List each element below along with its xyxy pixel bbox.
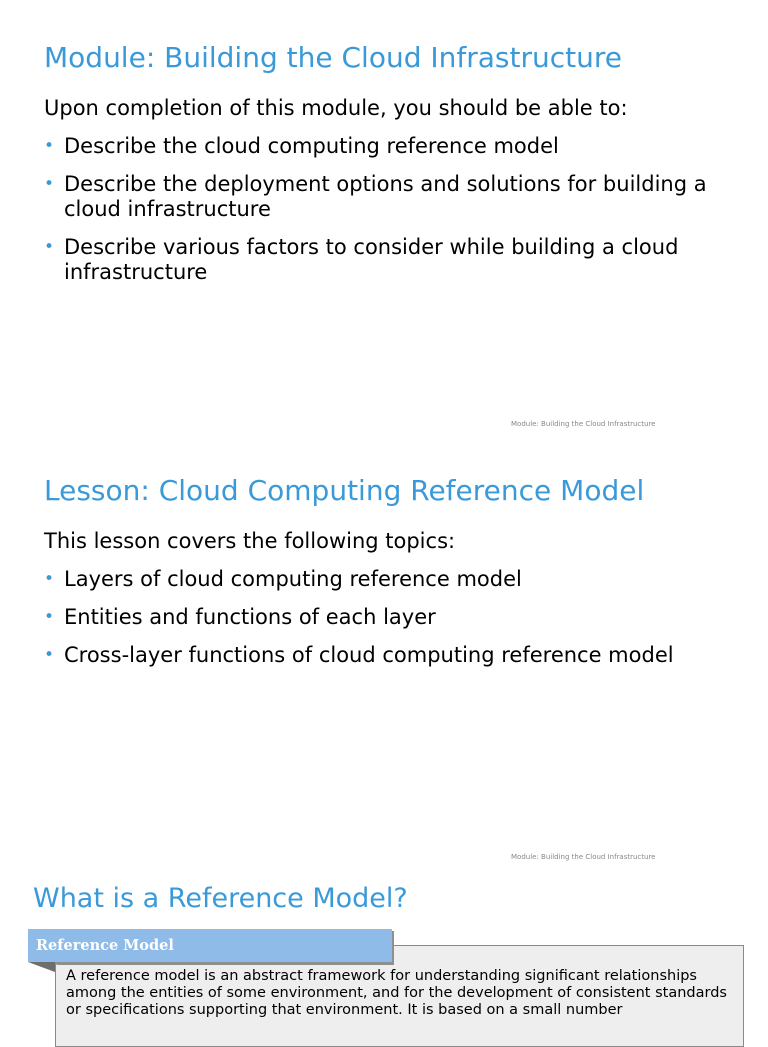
- list-item: [44, 605, 734, 630]
- slide-intro: Upon completion of this module, you should be able to:: [44, 96, 628, 120]
- bullet-icon: •: [44, 136, 55, 156]
- list-item: [44, 172, 734, 222]
- slide-title: Lesson: Cloud Computing Reference Model: [44, 474, 645, 507]
- list-item: [44, 134, 734, 159]
- slide-title: Module: Building the Cloud Infrastructure: [44, 41, 622, 74]
- slide-lesson-overview: [0, 440, 768, 870]
- bullet-icon: •: [44, 237, 55, 257]
- list-item: [44, 643, 734, 668]
- list-item: [44, 235, 734, 285]
- definition-tab-label: Reference Model: [28, 929, 392, 962]
- list-item: [44, 567, 734, 592]
- list-item-text: Entities and functions of each layer: [64, 605, 436, 629]
- slide-title: What is a Reference Model?: [33, 883, 408, 914]
- bullet-icon: •: [44, 607, 55, 627]
- list-item-text: Cross-layer functions of cloud computing reference model: [64, 643, 674, 667]
- slide-reference-model: [0, 870, 768, 1024]
- bullet-icon: •: [44, 645, 55, 665]
- topics-list: [44, 567, 734, 681]
- definition-text: A reference model is an abstract framework for understanding significant relationships among the entities of some environment, and for the development of consistent standards or specifications supporting that environment. It is based on a small number: [66, 968, 727, 1018]
- bullet-icon: •: [44, 569, 55, 589]
- slide-module-overview: [0, 0, 768, 440]
- slide-intro: This lesson covers the following topics:: [44, 529, 456, 553]
- bullet-icon: •: [44, 174, 55, 194]
- list-item-text: Layers of cloud computing reference model: [64, 567, 522, 591]
- slide-footer: Module: Building the Cloud Infrastructure: [511, 853, 656, 861]
- slide-footer: Module: Building the Cloud Infrastructure: [511, 420, 656, 428]
- list-item-text: Describe the deployment options and solutions for building a cloud infrastructure: [64, 172, 707, 221]
- definition-tab-fold: [28, 962, 55, 972]
- objectives-list: [44, 134, 734, 298]
- list-item-text: Describe various factors to consider while building a cloud infrastructure: [64, 235, 679, 284]
- list-item-text: Describe the cloud computing reference model: [64, 134, 559, 158]
